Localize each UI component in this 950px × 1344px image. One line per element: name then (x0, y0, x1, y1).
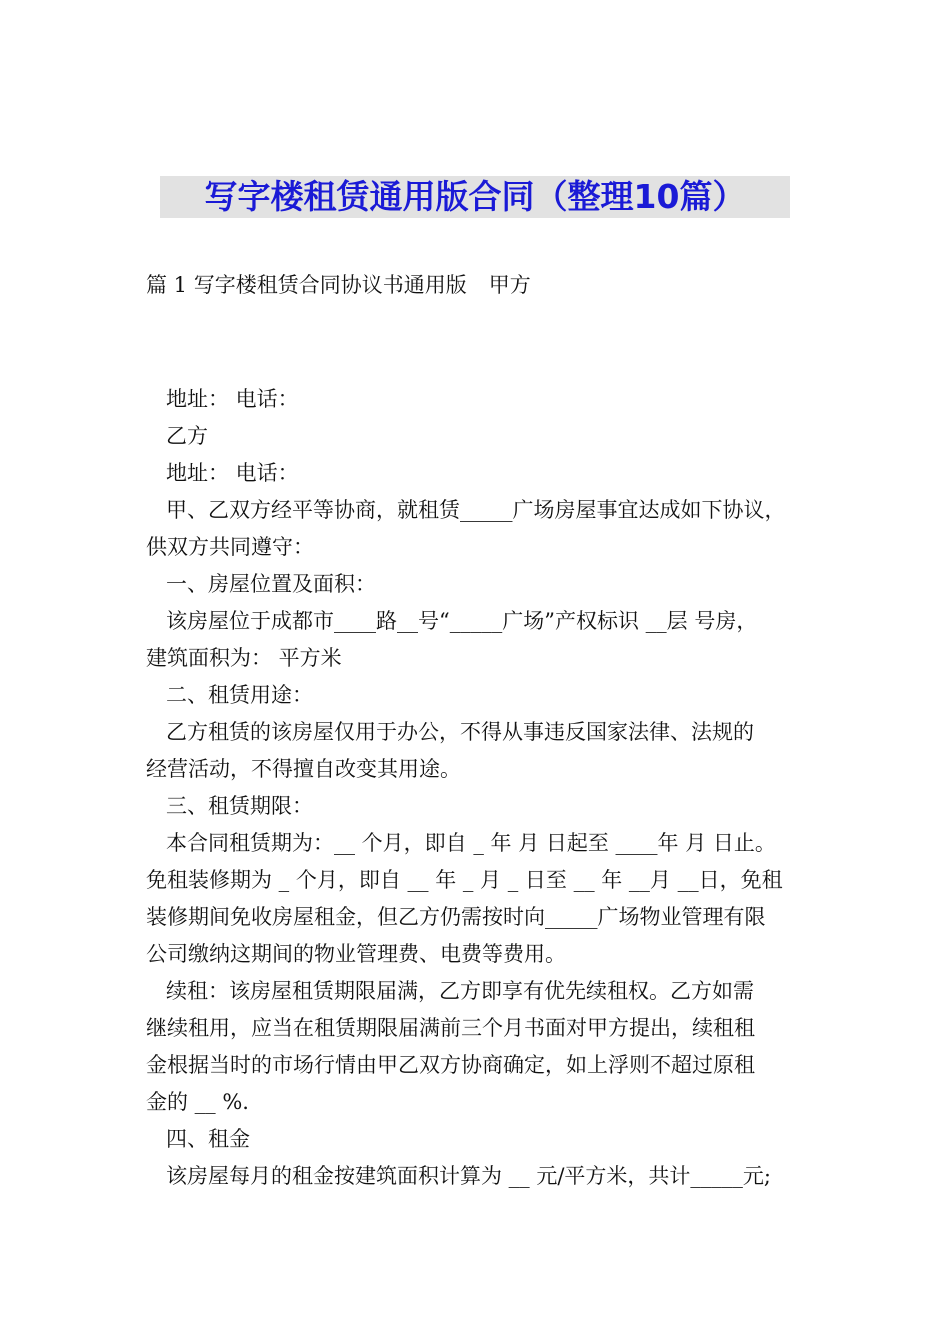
body-line: 金根据当时的市场行情由甲乙双方协商确定，如上浮则不超过原租 (146, 1053, 755, 1077)
body-line: 经营活动，不得擅自改变其用途。 (146, 757, 461, 781)
body-line: 供双方共同遵守： (146, 535, 314, 559)
chapter-party: 甲方 (488, 273, 531, 297)
body-line: 二、租赁用途： (166, 683, 313, 707)
body-line: 公司缴纳这期间的物业管理费、电费等费用。 (146, 942, 566, 966)
body-line: 该房屋位于成都市____路__号“_____广场”产权标识 __层 号房， (166, 609, 758, 633)
body-line: 甲、乙双方经平等协商，就租赁_____广场房屋事宜达成如下协议， (166, 498, 786, 522)
body-line: 装修期间免收房屋租金，但乙方仍需按时向_____广场物业管理有限 (146, 905, 766, 929)
document-title: 写字楼租赁通用版合同（整理10篇） (160, 176, 790, 218)
body-line: 建筑面积为： 平方米 (146, 646, 342, 670)
body-line: 四、租金 (166, 1127, 250, 1151)
body-line: 金的 __ %. (146, 1090, 249, 1114)
body-line: 续租：该房屋租赁期限届满，乙方即享有优先续租权。乙方如需 (166, 979, 754, 1003)
body-line: 继续租用，应当在租赁期限届满前三个月书面对甲方提出，续租租 (146, 1016, 755, 1040)
body-line: 免租装修期为 _ 个月，即自 __ 年 _ 月 _ 日至 __ 年 __月 __日，免租 (146, 868, 783, 892)
body-line: 一、房屋位置及面积： (166, 572, 376, 596)
body-line: 三、租赁期限： (166, 794, 313, 818)
body-line: 地址： 电话： (166, 461, 299, 485)
contract-body (146, 381, 811, 1195)
chapter-heading (146, 270, 531, 300)
body-line: 地址： 电话： (166, 387, 299, 411)
body-line: 本合同租赁期为：__ 个月，即自 _ 年 月 日起至 ____年 月 日止。 (166, 831, 776, 855)
chapter-label: 篇 1 写字楼租赁合同协议书通用版 (146, 273, 467, 297)
body-line: 该房屋每月的租金按建筑面积计算为 __ 元/平方米，共计_____元; (166, 1164, 771, 1188)
body-line: 乙方 (166, 424, 208, 448)
body-line: 乙方租赁的该房屋仅用于办公，不得从事违反国家法律、法规的 (166, 720, 754, 744)
